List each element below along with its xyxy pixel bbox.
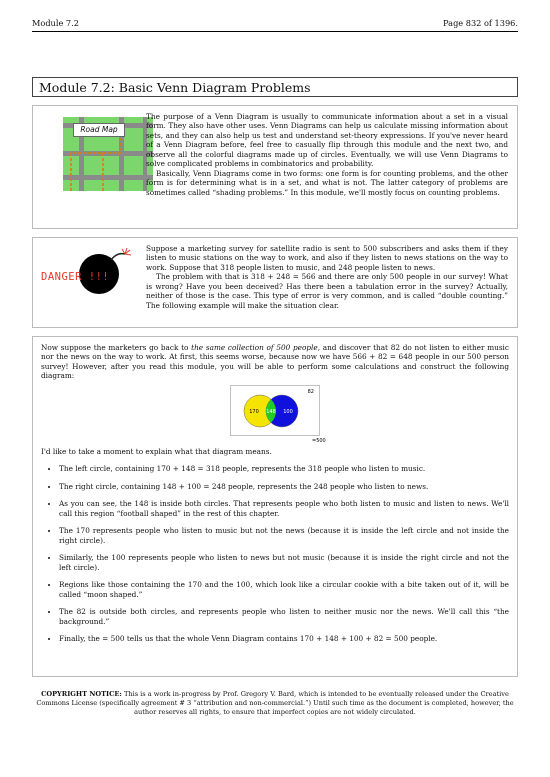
- page-title: Module 7.2: Basic Venn Diagram Problems: [32, 77, 518, 97]
- danger-paragraph-2: The problem with that is 318 + 248 = 566 and there are only 500 people in our survey! What is wrong? Have you been deceived? Has there been a tabulation error in the survey? Actually, neither of those is the case. This type of error is very common, and is called “double counting.” The following example will make the situation clear.: [146, 272, 508, 310]
- main-box: [32, 336, 518, 677]
- list-item: • The 82 is outside both circles, and represents people who listen to neither music nor the news. We'll call this “the background.”: [59, 607, 509, 626]
- copyright-label: COPYRIGHT NOTICE:: [41, 690, 122, 698]
- list-item: • The 170 represents people who listen to music but not the news (because it is inside the left circle and not inside the right circle).: [59, 526, 509, 545]
- header-rule: [32, 31, 518, 32]
- venn-diagram: [230, 385, 326, 444]
- list-item: • The left circle, containing 170 + 148 = 318 people, represents the 318 people who listen to music.: [59, 464, 509, 473]
- intro-box: [32, 105, 518, 229]
- venn-left-value: 170: [249, 408, 259, 415]
- list-item: • As you can see, the 148 is inside both circles. That represents people who both listen to music and listen to news. We'll call this region “football shaped” in the rest of this chapter.: [59, 499, 509, 518]
- venn-both-value: 148: [266, 408, 276, 415]
- road-map-label: Road Map: [73, 123, 125, 137]
- main-paragraph-1-a: Now suppose the marketers go back to: [41, 343, 192, 352]
- main-paragraph-1-b: and discover that 82 do not listen to either music nor the news on the way to work. At first, this seems worse, because now we have 566 + 82 = 648 people in our 500 person survey! However, after you read this module, you will be able to perform some calculations and construct the following diagram:: [41, 343, 509, 381]
- venn-right-value: 100: [283, 408, 293, 415]
- venn-total-value: =500: [312, 437, 326, 444]
- danger-paragraph-1: Suppose a marketing survey for satellite radio is sent to 500 subscribers and asks them if they listen to music stations on the way to work, and also if they listen to news stations on the way to work. Suppose that 318 people listen to music, and 248 people listen to news.: [146, 244, 508, 272]
- header-module: Module 7.2: [32, 18, 79, 28]
- main-paragraph-2: I'd like to take a moment to explain what that diagram means.: [41, 446, 272, 456]
- copyright-notice: [32, 690, 518, 717]
- danger-box: [32, 237, 518, 328]
- explanation-list: [41, 464, 509, 643]
- danger-label: DANGER !!!: [41, 271, 110, 283]
- header-page-number: Page 832 of 1396.: [443, 18, 518, 28]
- main-paragraph-1: [41, 343, 509, 381]
- list-item: • Regions like those containing the 170 and the 100, which look like a circular cookie with a bite taken out of it, will be called “moon shaped.”: [59, 580, 509, 599]
- intro-paragraph-1: The purpose of a Venn Diagram is usually to communicate information about a set in a visual form. They also have other uses. Venn Diagrams can help us calculate missing information about sets, and they can also help us test and understand set-theory expressions. If you've never heard of a Venn Diagram before, feel free to casually flip through this module and the next two, and observe all the colorful diagrams made up of circles. Eventually, we will use Venn Diagrams to solve complicated problems in combinatorics and probability.: [146, 112, 508, 169]
- main-paragraph-1-emphasis: the same collection of 500 people,: [191, 343, 321, 352]
- list-item: • The right circle, containing 148 + 100 = 248 people, represents the 248 people who listen to news.: [59, 482, 509, 491]
- list-item: • Finally, the = 500 tells us that the whole Venn Diagram contains 170 + 148 + 100 + 82 = 500 people.: [59, 634, 509, 643]
- venn-outside-value: 82: [307, 388, 314, 395]
- venn-diagram-svg: [230, 385, 326, 444]
- list-item: • Similarly, the 100 represents people who listen to news but not music (because it is inside the right circle and not the left circle).: [59, 553, 509, 572]
- intro-paragraph-2: Basically, Venn Diagrams come in two forms: one form is for counting problems, and the other form is for determining what is in a set, and what is not. The latter category of problems are sometimes called “shading problems.” In this module, we'll mostly focus on counting problems.: [146, 168, 508, 197]
- copyright-text: This is a work in-progress by Prof. Gregory V. Bard, which is intended to be eventually released under the Creative Commons License (specifically agreement # 3 “attribution and non-commercial.”) Until such time as the document is completed, however, the author reserves all rights, to ensure that imperfect copies are not widely circulated.: [36, 690, 514, 716]
